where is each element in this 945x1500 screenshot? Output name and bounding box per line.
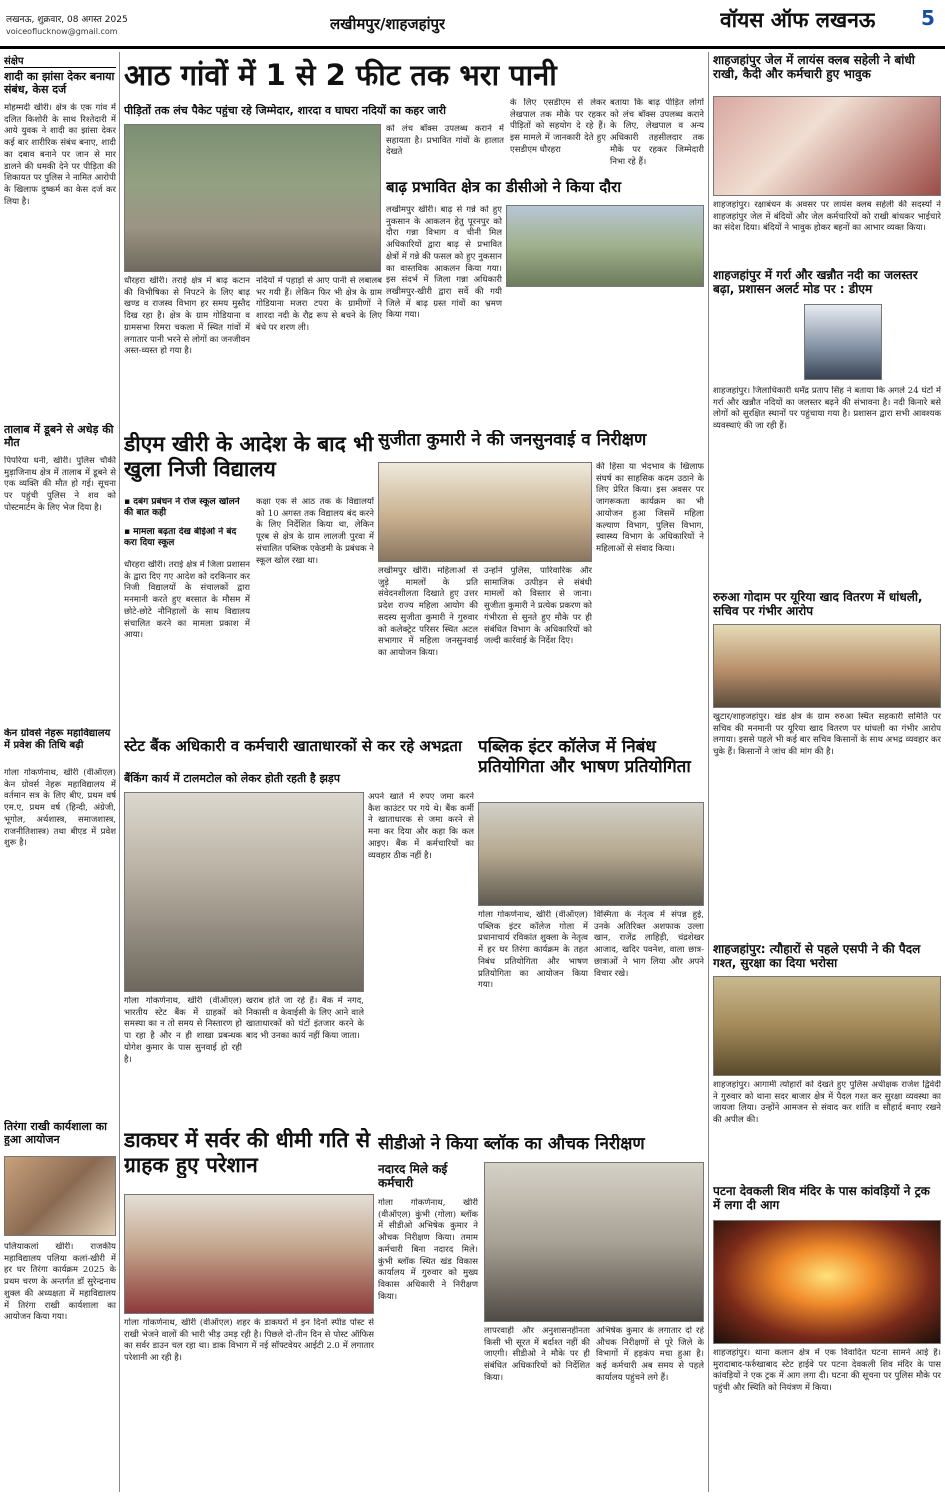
brief-headline: केन ग्रोवर्स नेहरू महाविद्यालय में प्रवेश की तिथि बढ़ी: [4, 728, 111, 751]
school-bullet: ▪ दबंग प्रबंधन ने रोज स्कूल खोलने की बात कही: [124, 497, 250, 519]
dm-photo: [804, 304, 882, 380]
bank-body: अपने खाते में रुपए जमा करने कैश काउंटर पर गये थे। बैंक कर्मी ने खाताधारक से जमा करने से मना कर दिया और कहा कि कल आइए। बैंक में कर्मचारियों का व्यवहार ठीक नहीं है।: [368, 792, 474, 861]
brief-body: पलियाकलां खीरी। राजकीय महाविद्यालय पलिया कलां-खीरी में हर घर तिरंगा कार्यक्रम 2025 के प्रथम चरण के अन्तर्गत डॉ सुरेन्द्रनाथ शुक्ल की अध्यक्षता में महाविद्यालय में तिरंगा राखी कार्यशाला का आयोजन किया गया।: [4, 1242, 116, 1323]
page-number: 5: [921, 6, 935, 30]
column-divider: [119, 52, 120, 1492]
flood-photo: [124, 124, 381, 272]
cdo-body: गोला गोकर्णनाथ, खीरी (वीऑएल) कुंभी (गोला) ब्लॉक में सीडीओ अभिषेक कुमार ने औचक निरीक्षण किया। तमाम कर्मचारी बिना नदारद मिले। कुंभी ब्लॉक स्थित खंड विकास कार्यालय में गुरुवार को मुख्य विकास अधिकारी ने निरीक्षण किया।: [378, 1198, 478, 1302]
school-headline: डीएम खीरी के आदेश के बाद भी खुला निजी विद्यालय: [124, 432, 374, 482]
column-divider: [708, 52, 709, 1492]
lead-headline: आठ गांवों में 1 से 2 फीट तक भरा पानी: [124, 58, 557, 92]
sujata-body: उन्होंने पुलिस, पारिवारिक और सामाजिक उत्पीड़न से संबंधी मामलों को विस्तार से जाना। सुजीता कुमारी ने प्रत्येक प्रकरण को गंभीरता से सुनते हुए मौके पर ही संबंधित विभाग के अधिकारियों को जल्दी कार्रवाई के निर्देश दिए।: [484, 566, 592, 647]
dso-body: लखीमपुर खीरी। बाढ़ से गन्ने को हुए नुकसान के आकलन हेतु पूरनपुर को दौरा गन्ना विभाग व चीनी मिल अधिकारियों द्वारा बाढ़ से प्रभावित क्षेत्रों में गन्ने की फसल को हुए नुकसान का वास्तविक आकलन किया गया। इस संदर्भ में जिला गन्ना अधिकारी लखीमपुर-खीरी द्वारा सर्वे की गयी जिले में बाढ़ ग्रस्त गांवों का भ्रमण किया गया।: [386, 205, 502, 321]
lead-body: धौरहरा खीरी। तराई क्षेत्र में बाढ़ कटान की विभीषिका से निपटने के लिए बाढ़ खण्ड व राजस्व विभाग हर समय मुस्तैद दिख रहा है। क्षेत्र के ग्राम गोडियाना व ग्रामसभा रिमरा चकला में स्थित गांवों में लगातार पानी भरने से लोगों का जनजीवन अस्त-व्यस्त हो गया है।: [124, 276, 250, 357]
jail-rakhi-headline: शाहजहांपुर जेल में लायंस क्लब सहेली ने बांधी राखी, कैदी और कर्मचारी हुए भावुक: [713, 53, 915, 82]
brief-headline: शादी का झांसा देकर बनाया संबंध, केस दर्ज: [4, 70, 115, 97]
edition-date: लखनऊ, शुक्रवार, 08 अगस्त 2025: [6, 15, 128, 25]
newspaper-brand: वॉयस ऑफ लखनऊ: [720, 7, 876, 32]
lead-body: के लिए एसडीएम से लेकर लेखपाल तक मौके पर रहकर पीड़ितों को सहयोग दे रहे हैं। इस मामले में जानकारी देते हुए एसडीएम धौरहरा: [510, 98, 606, 155]
bank-photo: [124, 792, 364, 992]
river-alert-body: शाहजहांपुर। जिलाधिकारी धर्मेंद्र प्रताप सिंह ने बताया कि अगले 24 घंटों में गर्रा और खन्नौत नदियों का जलस्तर बढ़ने की संभावना है। नदी किनारे बसे लोगों को सुरक्षित स्थानों पर पहुंचाया गया है। प्रशासन द्वारा सभी आवश्यक व्यवस्थाएं की जा रही हैं।: [713, 386, 941, 432]
urea-headline: रुरुआ गोदाम पर यूरिया खाद वितरण में धांधली, सचिव पर गंभीर आरोप: [713, 590, 923, 619]
jail-rakhi-photo: [713, 96, 941, 196]
hearing-photo: [378, 462, 592, 562]
bank-subheadline: बैंकिंग कार्य में टालमटोल को लेकर होती रहती है झड़प: [124, 772, 341, 785]
cdo-headline: सीडीओ ने किया ब्लॉक का औचक निरीक्षण: [378, 1134, 645, 1154]
school-bullet: ▪ मामला बढ़ता देख बीईओ ने बंद करा दिया स्कूल: [124, 527, 250, 549]
urea-queue-photo: [713, 624, 941, 708]
essay-body: गोला गोकर्णनाथ, खीरी (वीऑएल) पब्लिक इंटर कॉलेज गोला में प्रधानाचार्य रविकांत शुक्ला के नेतृत्व में हर घर तिरंगा कार्यक्रम के तहत निबंध प्रतियोगिता और भाषण प्रतियोगिता का आयोजन किया गया।: [478, 910, 588, 991]
dso-headline: बाढ़ प्रभावित क्षेत्र का डीसीओ ने किया दौरा: [386, 178, 622, 196]
section-label: संक्षेप: [4, 53, 116, 68]
sp-patrol-headline: शाहजहांपुर: त्यौहारों से पहले एसपी ने की पैदल गश्त, सुरक्षा का दिया भरोसा: [713, 942, 921, 971]
bank-body: गोला गोकर्णनाथ, खीरी (वीऑएल) भारतीय स्टेट बैंक में ग्राहकों को समस्या का न तो समय से निस्तारण हो पा रहा है और न ही शाखा प्रबन्धक योगेश कुमार के पास सुनवाई हो रही है।: [124, 996, 242, 1065]
essay-photo: [478, 802, 704, 906]
sp-patrol-body: शाहजहांपुर। आगामी त्योहारों को देखते हुए पुलिस अधीक्षक राजेश द्विवेदी ने गुरुवार को थाना सदर बाजार क्षेत्र में पैदल गश्त कर सुरक्षा व्यवस्था का जायजा लिया। उन्होंने आमजन से संवाद कर शांति व सौहार्द बनाए रखने की अपील की।: [713, 1080, 941, 1126]
brief-body: पिपरिया धनी, खीरी। पुलिस चौकी मुड़ाजिनाथ क्षेत्र में तालाब में डूबने से एक व्यक्ति की मौत हो गई। सूचना पर पहुंची पुलिस ने शव को पोस्टमार्टम के लिए भेज दिया है।: [4, 456, 116, 513]
server-body: गोला गोकर्णनाथ, खीरी (वीऑएल) शहर के डाकघरों में इन दिनों स्पीड पोस्ट से राखी भेजने वालों की भारी भीड़ उमड़ रही है। पिछले दो-तीन दिन से पोस्ट ऑफिस का सर्वर डाउन चल रहा था। डाक विभाग में नई सॉफ्टवेयर आईटी 2.0 में लगातार परेशानी आ रही है।: [124, 1318, 374, 1364]
contact-email: voiceoflucknow@gmail.com: [6, 27, 118, 36]
cdo-subheadline: नदारद मिले कई कर्मचारी: [378, 1162, 448, 1191]
lead-subheadline: पीड़ितों तक लंच पैकेट पहुंचा रहे जिम्मेदार, शारदा व घाघरा नदियों का कहर जारी: [124, 104, 446, 117]
river-alert-headline: शाहजहांपुर में गर्रा और खन्नौत नदी का जलस्तर बढ़ा, प्रशासन अलर्ट मोड पर : डीएम: [713, 268, 918, 297]
header-rule: [0, 46, 945, 49]
sujata-body: की हिंसा या भेदभाव के खिलाफ संघर्ष का साहसिक कदम उठाने के लिए प्रेरित किया। इस अवसर पर जागरूकता कार्यक्रम का भी आयोजन हुआ जिसमें महिला कल्याण विभाग, पुलिस विभाग, स्वास्थ्य विभाग के अधिकारियों ने महिलाओं से संवाद किया।: [596, 462, 704, 555]
rakhi-workshop-photo: [4, 1156, 116, 1236]
lead-body: नदियों में पहाड़ों से आए पानी से लबालब भर गयी हैं। लेकिन फिर भी क्षेत्र के ग्राम गोडियाना मजरा टपरा के ग्रामीणों ने शारदा नदी के रौद्र रूप से बचने के लिए बंधे पर शरण ली।: [256, 276, 382, 333]
sp-patrol-photo: [713, 976, 941, 1076]
brief-headline: तिरंगा राखी कार्यशाला का हुआ आयोजन: [4, 1120, 107, 1147]
cdo-inspection-photo: [484, 1162, 704, 1322]
essay-body: विस्मिता के नेतृत्व में संपन्न हुई, उनके अतिरिक्त अशफाक उल्ला खान, राजेंद्र लाहिड़ी, चंद्रशेखर आजाद, खदिर पवनेश, वाला छात्र-छात्राओं ने भाग लिया और अपने विचार रखे।: [594, 910, 704, 979]
post-office-photo: [124, 1194, 374, 1314]
bank-headline: स्टेट बैंक अधिकारी व कर्मचारी खाताधारकों से कर रहे अभद्रता: [124, 737, 462, 755]
dso-visit-photo: [506, 205, 704, 287]
urea-body: खुटार/शाहजहांपुर। खंड क्षेत्र के ग्राम रुरुआ स्थित सहकारी समिति पर सचिव की मनमानी पर यूरिया खाद वितरण पर धांधली का गंभीर आरोप लगाया। इससे पहले भी कई बार सचिव किसानों के साथ अभद्र व्यवहार कर चुके हैं। किसानों ने जांच की मांग की है।: [713, 712, 941, 758]
truck-fire-headline: पटना देवकली शिव मंदिर के पास कांवड़ियों ने ट्रक में लगा दी आग: [713, 1184, 930, 1213]
lead-body: को लंच बॉक्स उपलब्ध कराने में सहायता है। प्रभावित गांवों के हालात देखते: [386, 124, 504, 158]
truck-fire-body: शाहजहांपुर। थाना कलान क्षेत्र में एक विवादित घटना सामने आई है। मुरादाबाद-फर्रुखाबाद स्टेट हाईवे पर पटना देवकली शिव मंदिर के पास कांवड़ियों ने एक ट्रक में आग लगा दी। घटना की सूचना पर पुलिस मौके पर पहुंची और स्थिति को नियंत्रण में किया।: [713, 1348, 941, 1394]
cdo-body: अभिषेक कुमार के लगातार दो रहे औचक निरीक्षणों से पूरे जिले के विभागों में हड़कंप मचा हुआ है। कई कर्मचारी अब समय से पहले कार्यालय पहुंचने लगे हैं।: [596, 1326, 704, 1383]
brief-body: गोला गोकर्णनाथ, खीरी (वीऑएल) केन ग्रोवर्स नेहरू महाविद्यालय में वर्तमान सत्र के लिए बीए, प्रथम वर्ष एम.ए, प्रथम वर्ष (हिन्दी, अंग्रेजी, भूगोल, अर्थशास्त्र, समाजशास्त्र, राजनीतिशास्त्र) तथा बीएड में प्रवेश शुरू है।: [4, 768, 116, 849]
essay-headline: पब्लिक इंटर कॉलेज में निबंध प्रतियोगिता और भाषण प्रतियोगिता: [478, 737, 691, 778]
sujata-headline: सुजीता कुमारी ने की जनसुनवाई व निरीक्षण: [378, 430, 647, 450]
truck-fire-photo: [713, 1220, 941, 1344]
sujata-body: लखीमपुर खीरी। महिलाओं से जुड़े मामलों के प्रति संवेदनशीलता दिखाते हुए उत्तर प्रदेश राज्य महिला आयोग की सदस्य सुजीता कुमारी ने गुरुवार को कलेक्ट्रेट परिसर स्थित अटल सभागार में महिला जनसुनवाई का आयोजन किया।: [378, 566, 478, 659]
school-body: कक्षा एक से आठ तक के विद्यालयों को 10 अगस्त तक विद्यालय बंद करने के लिए निर्देशित किया था, लेकिन पूरब से क्षेत्र के ग्राम लालजी पुरवा में संचालित पब्लिक एकेडमी के प्रबंधक ने स्कूल खोल रखा था।: [256, 497, 374, 566]
page-city: लखीमपुर/शाहजहांपुर: [330, 15, 446, 33]
brief-headline: तालाब में डूबने से अधेड़ की मौत: [4, 423, 114, 450]
bank-body: खराब होते जा रहे हैं। बैंक में नगद, निकासी व केवाईसी के लिए आने वाले खाताधारकों को घंटों इंतजार करने के बाद भी उनका कार्य नहीं किया जाता।: [246, 996, 364, 1042]
brief-body: मोहम्मदी खीरी। क्षेत्र के एक गांव में दलित किशोरी के साथ रिश्तेदारी में आये युवक ने शादी का झांसा देकर कई बार शारीरिक संबंध बनाए, शादी का दबाव बनाने पर जान से मार डालने की धमकी देने पर पीड़िता की शिकायत पर पुलिस ने नामित आरोपी के खिलाफ दुष्कर्म का केस दर्ज कर लिया है।: [4, 103, 116, 207]
jail-rakhi-body: शाहजहांपुर। रक्षाबंधन के अवसर पर लायंस क्लब सहेली की सदस्यों ने शाहजहांपुर जेल में बंदियों और जेल कर्मचारियों को राखी बांधकर भाईचारे का संदेश दिया। बंदियों ने भावुक होकर बहनों का आभार व्यक्त किया।: [713, 200, 941, 234]
school-body: धौरहरा खीरी। तराई क्षेत्र में जिला प्रशासन के द्वारा दिए गए आदेश को दरकिनार कर निजी विद्यालयों के संचालकों द्वारा मनमानी करते हुए बरसात के मौसम में छोटे-छोटे नौनिहालों के साथ विद्यालय संचालित करने का मामला प्रकाश में आया।: [124, 560, 250, 641]
lead-body: बताया कि बाढ़ पीड़ित लोगों को लंच बॉक्स उपलब्ध कराने के लिए, लेखपाल व अन्य अधिकारी तहसीलदार तक मौके पर रहकर जिम्मेदारी निभा रहे हैं।: [610, 98, 704, 167]
server-headline: डाकघर में सर्वर की धीमी गति से ग्राहक हुए परेशान: [124, 1128, 371, 1178]
cdo-body: लापरवाही और अनुशासनहीनता किसी भी सूरत में बर्दाश्त नहीं की जाएगी। सीडीओ ने मौके पर ही संबंधित अधिकारियों को निर्देशित किया।: [484, 1326, 590, 1383]
